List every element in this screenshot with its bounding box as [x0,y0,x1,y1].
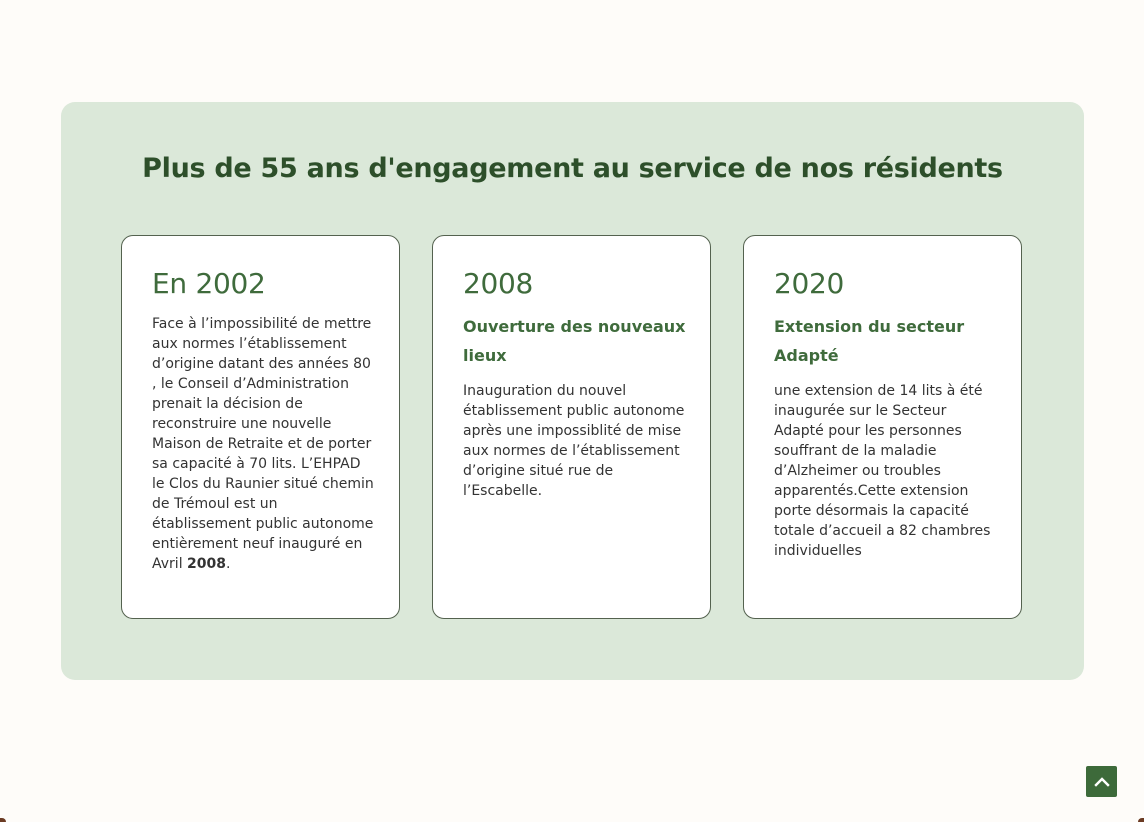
history-section [61,102,1084,680]
footer-edge [1138,818,1144,822]
card-text [152,314,377,574]
card-text-main: Face à l’impossibilité de mettre aux normes l’établissement d’origine datant des années 80 , le Conseil d’Administration prenait la décision de reconstruire une nouvelle Maison de Retraite et de porter sa capacité à 70 lits. L’EHPAD le Clos du Raunier situé chemin de Trémoul est un établissement public autonome entièrement neuf inauguré en Avril [152,316,374,572]
card-subtitle: Extension du secteur Adapté [774,317,965,365]
timeline-card-2002 [121,235,400,619]
card-text-bold-year: 2008 [187,556,226,572]
timeline-card-2008 [432,235,711,619]
card-text: Inauguration du nouvel établissement public autonome après une impossiblité de mise aux normes de l’établissement d’origine situé rue de l’Escabelle. [463,383,685,499]
chevron-up-icon [1093,773,1111,791]
card-year: 2008 [463,267,534,300]
card-year: En 2002 [152,267,266,300]
card-text: une extension de 14 lits à été inaugurée sur le Secteur Adapté pour les personnes souffrant de la maladie d’Alzheimer ou troubles apparentés.Cette extension porte désormais la capacité totale d’accueil a 82 chambres individuelles [774,383,991,559]
scroll-to-top-button[interactable] [1086,766,1117,797]
card-text-end: . [226,556,231,572]
card-subtitle: Ouverture des nouveaux lieux [463,317,686,365]
section-title: Plus de 55 ans d'engagement au service de nos résidents [142,153,1003,184]
footer-edge [0,818,6,822]
card-year: 2020 [774,267,845,300]
timeline-card-2020 [743,235,1022,619]
